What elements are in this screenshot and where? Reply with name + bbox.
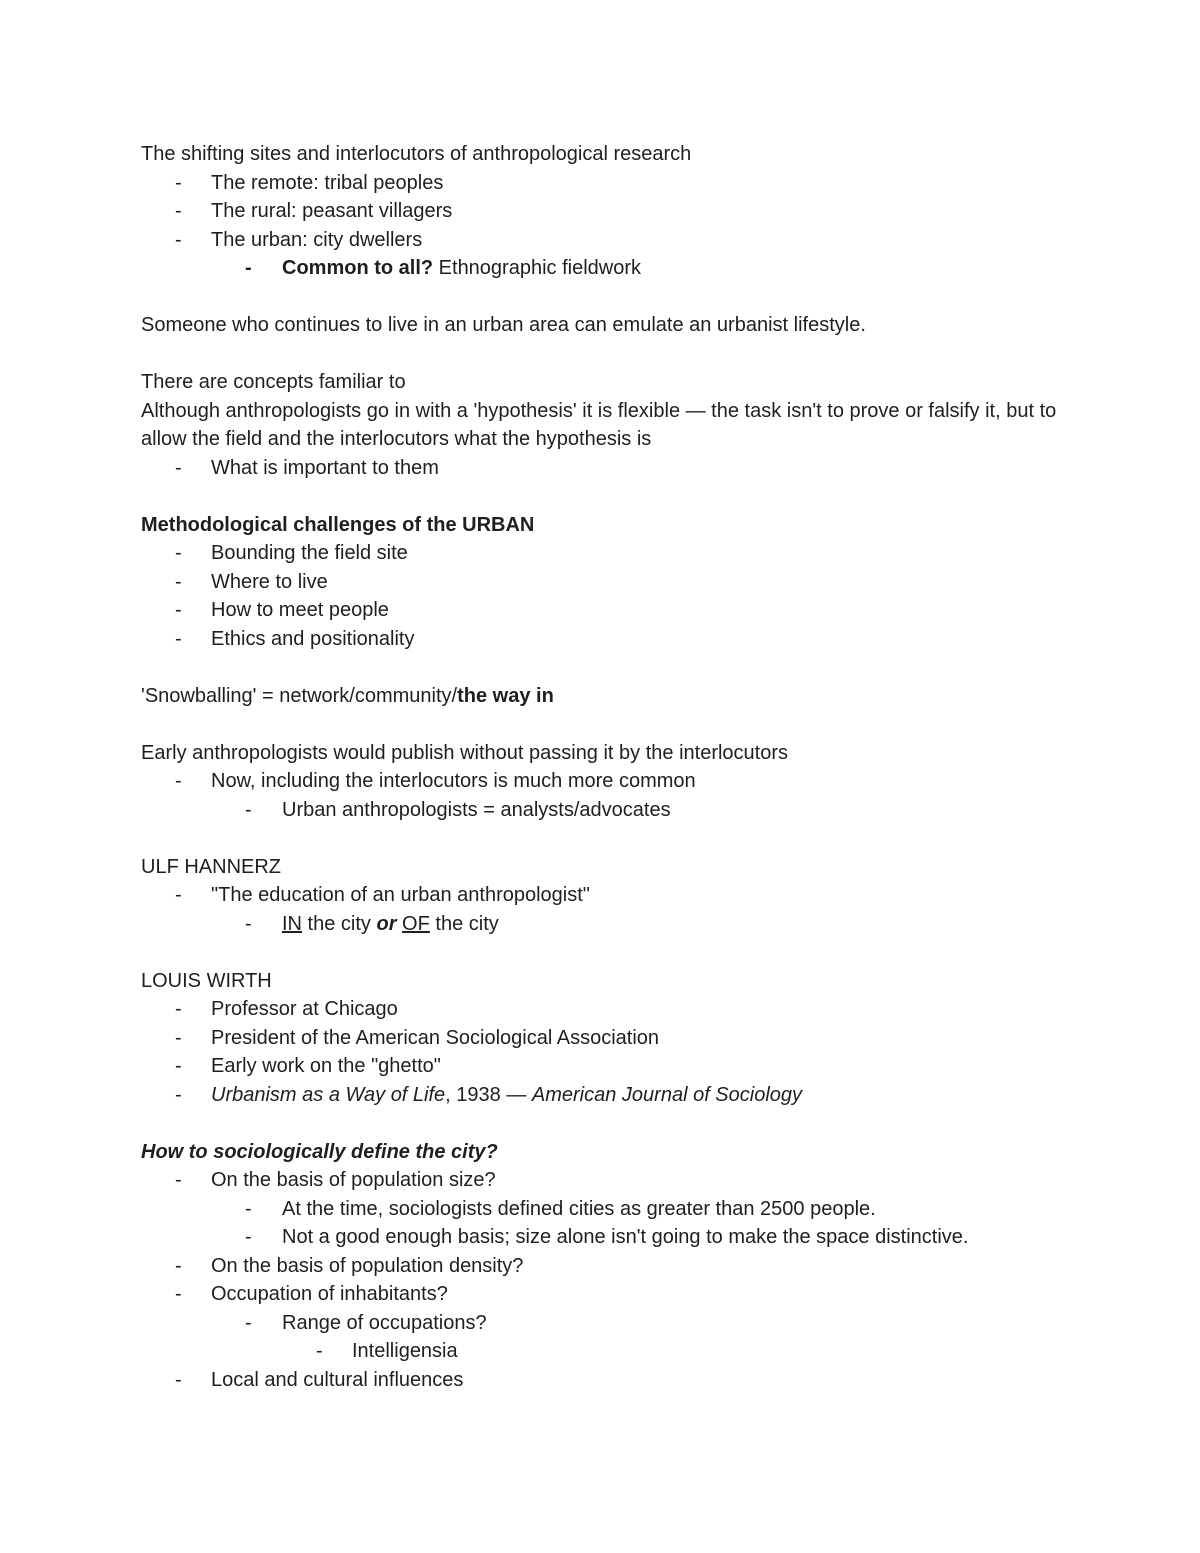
document-page <box>141 140 1071 1394</box>
bullet-dash: - <box>175 200 182 222</box>
paragraph-urbanist: Someone who continues to live in an urban area can emulate an urbanist lifestyle. <box>141 314 866 336</box>
list-item: - Ethics and positionality <box>141 625 1071 654</box>
paragraph-hypothesis: Although anthropologists go in with a 'hypothesis' it is flexible — the task isn't to prove or falsify it, but to allow the field and the interlocutors what the hypothesis is <box>141 399 1057 450</box>
bullet-dash: - <box>316 1340 323 1362</box>
list-item: - "The education of an urban anthropologist" <box>141 881 1071 910</box>
bullet-dash: - <box>175 228 182 251</box>
list-item: - Professor at Chicago <box>141 995 1071 1024</box>
list-item: - Urbanism as a Way of Life, 1938 — American Journal of Sociology <box>141 1081 1071 1110</box>
bullet-dash: - <box>245 1226 252 1248</box>
list-item: - The rural: peasant villagers <box>141 197 1071 226</box>
bullet-dash: - <box>175 998 182 1020</box>
list-item: - The remote: tribal peoples <box>141 169 1071 198</box>
bullet-dash: - <box>175 1055 182 1077</box>
list-item: - On the basis of population density? <box>141 1252 1071 1281</box>
list-item: - Local and cultural influences <box>141 1366 1071 1395</box>
bullet-dash: - <box>175 884 182 906</box>
section-heading-define-city: How to sociologically define the city? <box>141 1140 498 1163</box>
paragraph-snowballing: 'Snowballing' = network/community/the way in <box>141 684 554 707</box>
list-item: - President of the American Sociological Association <box>141 1024 1071 1053</box>
list-item: - Occupation of inhabitants? <box>141 1280 1071 1309</box>
bullet-dash: - <box>175 599 182 621</box>
list-item: - On the basis of population size? <box>141 1166 1071 1195</box>
list-item: - Common to all? Ethnographic fieldwork <box>141 254 1071 283</box>
list-item: - Not a good enough basis; size alone isn't going to make the space distinctive. <box>141 1223 1071 1252</box>
paragraph-early-anthropologists: Early anthropologists would publish without passing it by the interlocutors <box>141 741 789 764</box>
bullet-dash: - <box>175 770 182 792</box>
section-heading-hannerz: ULF HANNERZ <box>141 855 282 878</box>
bullet-dash: - <box>175 542 182 564</box>
list-item: - Urban anthropologists = analysts/advocates <box>141 796 1071 825</box>
bullet-dash: - <box>175 1083 182 1106</box>
bullet-dash: - <box>245 912 252 935</box>
bullet-dash: - <box>245 1197 252 1220</box>
section-heading-methodological-challenges: Methodological challenges of the URBAN <box>141 513 535 536</box>
list-item: - The urban: city dwellers <box>141 226 1071 255</box>
list-item: - Intelligensia <box>141 1337 1071 1366</box>
bullet-dash: - <box>175 171 182 194</box>
bullet-dash: - <box>245 1311 252 1334</box>
list-item: - IN the city or OF the city <box>141 910 1071 939</box>
section-heading-wirth: LOUIS WIRTH <box>141 969 272 992</box>
list-item: - At the time, sociologists defined cities as greater than 2500 people. <box>141 1195 1071 1224</box>
bullet-dash: - <box>175 1368 182 1391</box>
paragraph-concepts: There are concepts familiar to <box>141 371 406 393</box>
bullet-dash: - <box>175 570 182 593</box>
bullet-dash: - <box>245 257 252 279</box>
bullet-dash: - <box>175 1026 182 1049</box>
list-item: - Early work on the "ghetto" <box>141 1052 1071 1081</box>
bullet-dash: - <box>175 627 182 650</box>
list-item: - Range of occupations? <box>141 1309 1071 1338</box>
section-heading-shifting-sites: The shifting sites and interlocutors of anthropological research <box>141 143 692 165</box>
list-item: - What is important to them <box>141 454 1071 483</box>
bullet-dash: - <box>175 1254 182 1277</box>
list-item: - How to meet people <box>141 596 1071 625</box>
bullet-dash: - <box>245 798 252 821</box>
list-item: - Bounding the field site <box>141 539 1071 568</box>
list-item: - Now, including the interlocutors is much more common <box>141 767 1071 796</box>
list-item: - Where to live <box>141 568 1071 597</box>
bullet-dash: - <box>175 456 182 479</box>
bullet-dash: - <box>175 1283 182 1305</box>
bullet-dash: - <box>175 1169 182 1191</box>
